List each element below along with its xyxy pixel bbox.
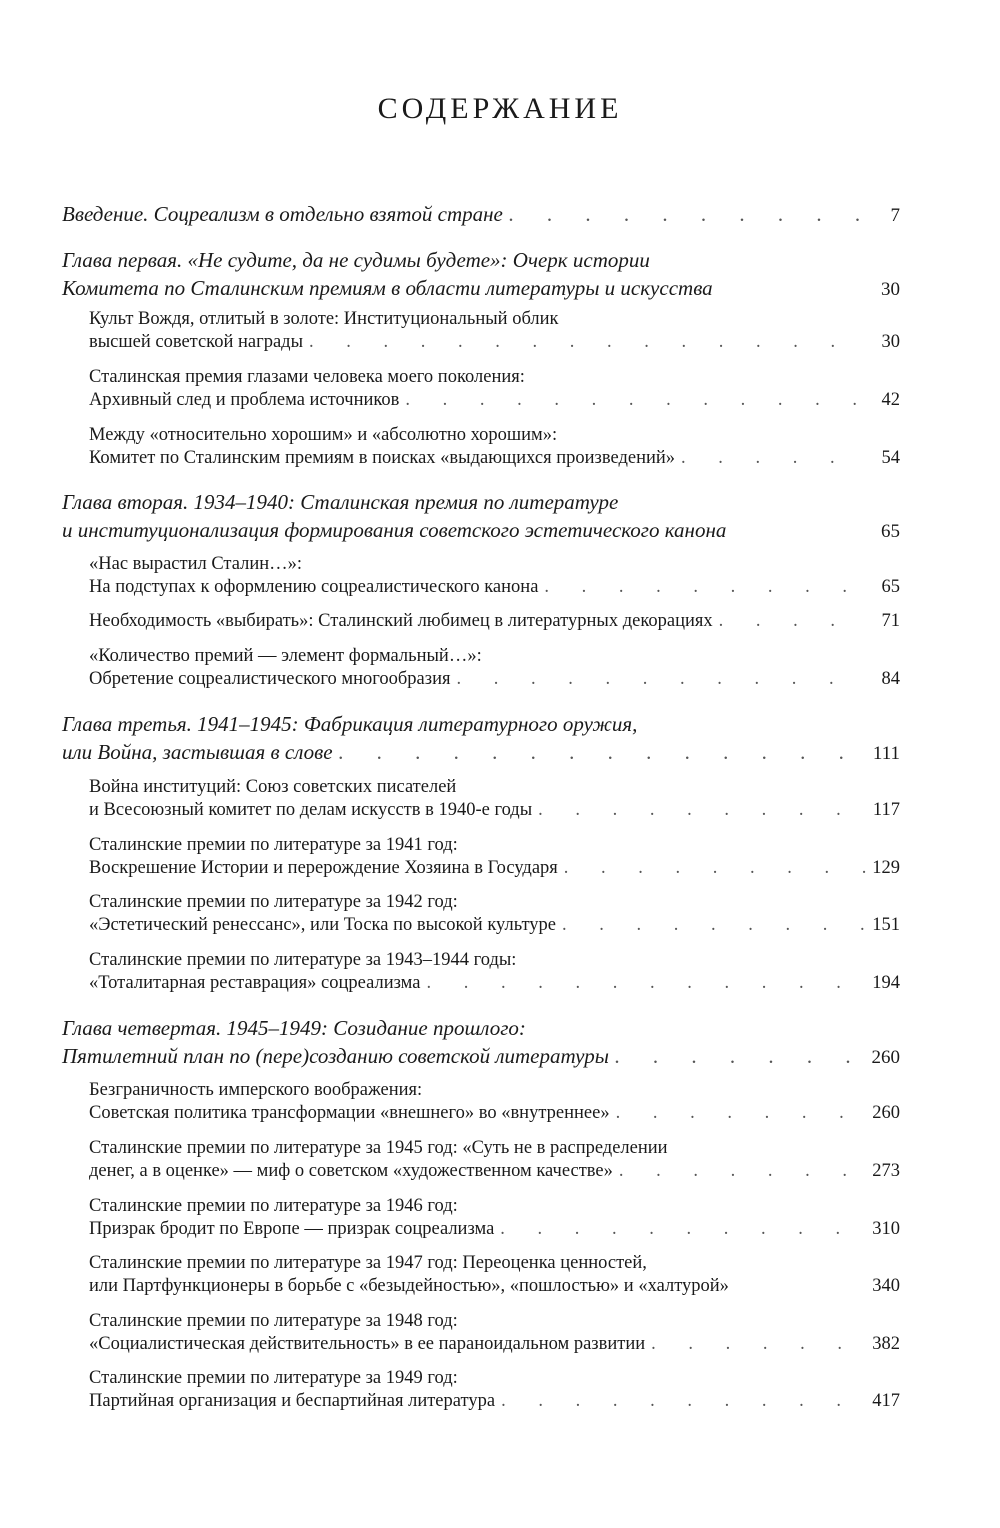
toc-entry-title: Необходимость «выбирать»: Сталинский любимец в литературных декорациях	[89, 611, 713, 631]
toc-entry-title: Введение. Соцреализм в отдельно взятой стране	[62, 202, 503, 226]
toc-chapter-entry	[62, 200, 900, 230]
toc-page-number: 42	[881, 390, 900, 410]
toc-page-number: 194	[872, 973, 900, 993]
toc-section-entry	[62, 610, 900, 633]
toc-page-number: 84	[881, 669, 900, 689]
toc-section-entry	[62, 1367, 900, 1413]
toc-entry-line	[89, 1310, 900, 1333]
toc-entry-line	[89, 424, 900, 447]
toc-entry-title: Сталинские премии по литературе за 1945 год: «Суть не в распределении	[89, 1138, 668, 1158]
toc-section-entry	[62, 891, 900, 937]
dot-leader	[681, 447, 866, 470]
toc-page-number: 7	[890, 205, 900, 226]
toc-entry-line	[62, 200, 900, 230]
toc-entry-title: Комитет по Сталинским премиям в поисках «выдающихся произведений»	[89, 448, 676, 468]
dot-leader	[405, 389, 866, 412]
toc-entry-title: или Война, застывшая в слове	[62, 740, 333, 764]
toc-entry-line	[89, 610, 900, 633]
toc-entry-line	[89, 799, 900, 822]
page-title: СОДЕРЖАНИЕ	[377, 92, 623, 125]
toc-page-number: 129	[872, 858, 900, 878]
toc-entry-title: «Эстетический ренессанс», или Тоска по высокой культуре	[89, 915, 556, 935]
toc-entry-title: и Всесоюзный комитет по делам искусств в 1940-е годы	[89, 800, 533, 820]
toc-section-entry	[62, 424, 900, 470]
dot-leader	[339, 738, 866, 766]
toc-entry-title: Комитета по Сталинским премиям в области литературы и искусства	[62, 276, 713, 300]
toc-chapter-entry	[62, 1014, 900, 1072]
toc-page-number: 30	[881, 279, 900, 300]
toc-entry-line	[89, 1333, 900, 1356]
toc-entry-line	[62, 488, 900, 516]
toc-entry-line	[62, 1014, 900, 1042]
toc-entry-line	[89, 1160, 900, 1183]
toc-section-entry	[62, 1079, 900, 1125]
toc-section-entry	[62, 949, 900, 995]
toc-entry-title: Пятилетний план по (пере)созданию советской литературы	[62, 1044, 609, 1068]
toc-entry-title: Сталинские премии по литературе за 1949 год:	[89, 1368, 458, 1388]
toc-entry-title: Партийная организация и беспартийная литература	[89, 1391, 496, 1411]
toc-entry-line	[89, 972, 900, 995]
toc-chapter-entry	[62, 246, 900, 304]
dot-leader	[500, 1218, 866, 1241]
toc-entry-line	[89, 949, 900, 972]
dot-leader	[509, 200, 866, 228]
toc-entry-line	[89, 1195, 900, 1218]
toc-entry-line	[89, 834, 900, 857]
dot-leader	[616, 1102, 866, 1125]
toc-entry-line	[89, 1390, 900, 1413]
toc-entry-line	[62, 738, 900, 768]
toc-section-entry	[62, 1252, 900, 1298]
dot-leader	[426, 972, 866, 995]
toc-section-entry	[62, 776, 900, 822]
toc-section-entry	[62, 553, 900, 599]
toc-page-number: 65	[881, 577, 900, 597]
toc-entry-title: или Партфункционеры в борьбе с «безыдейностью», «пошлостью» и «халтурой»	[89, 1276, 729, 1296]
toc-entry-line	[89, 645, 900, 668]
toc-entry-title: Безграничность имперского воображения:	[89, 1080, 423, 1100]
toc-entry-line	[89, 576, 900, 599]
toc-page-number: 54	[881, 448, 900, 468]
dot-leader	[619, 1160, 866, 1183]
toc-page-number: 65	[881, 521, 900, 542]
toc-page-number: 382	[872, 1334, 900, 1354]
toc-entry-line	[89, 1252, 900, 1275]
dot-leader	[562, 914, 866, 937]
toc-entry-line	[89, 389, 900, 412]
toc-entry-line	[89, 891, 900, 914]
toc-page-number: 30	[881, 332, 900, 352]
dot-leader	[538, 799, 866, 822]
toc-entry-title: Обретение соцреалистического многообразия	[89, 669, 451, 689]
toc-entry-line	[89, 1218, 900, 1241]
toc-entry-title: Сталинские премии по литературе за 1946 год:	[89, 1196, 458, 1216]
toc-entry-title: Глава третья. 1941–1945: Фабрикация литературного оружия,	[62, 712, 638, 736]
toc-section-entry	[62, 834, 900, 880]
toc-page-number: 340	[872, 1276, 900, 1296]
toc-entry-line	[89, 914, 900, 937]
toc-entry-line	[89, 1367, 900, 1390]
toc-entry-title: Глава четвертая. 1945–1949: Созидание прошлого:	[62, 1016, 526, 1040]
toc-entry-line	[89, 1079, 900, 1102]
toc-section-entry	[62, 1137, 900, 1183]
toc-entry-line	[89, 553, 900, 576]
toc-entry-title: Глава вторая. 1934–1940: Сталинская премия по литературе	[62, 490, 619, 514]
toc-entry-title: «Тоталитарная реставрация» соцреализма	[89, 973, 421, 993]
toc-entry-line	[89, 1275, 900, 1298]
toc-page-number: 117	[872, 800, 900, 820]
toc-entry-line	[89, 447, 900, 470]
toc-entry-line	[62, 710, 900, 738]
toc-chapter-entry	[62, 488, 900, 546]
toc-entry-title: Сталинская премия глазами человека моего поколения:	[89, 367, 525, 387]
toc-section-entry	[62, 645, 900, 691]
toc-section-entry	[62, 308, 900, 354]
toc-page-number: 310	[872, 1219, 900, 1239]
toc-entry-line	[62, 246, 900, 274]
dot-leader	[651, 1333, 866, 1356]
toc-entry-line	[62, 516, 900, 546]
toc-entry-title: Сталинские премии по литературе за 1943–1944 годы:	[89, 950, 517, 970]
toc-entry-title: «Социалистическая действительность» в ее параноидальном развитии	[89, 1334, 646, 1354]
toc-page-number: 260	[871, 1047, 900, 1068]
toc-entry-title: Сталинские премии по литературе за 1941 год:	[89, 835, 458, 855]
dot-leader	[544, 576, 866, 599]
toc-entry-title: Сталинские премии по литературе за 1948 год:	[89, 1311, 458, 1331]
toc-entry-title: Архивный след и проблема источников	[89, 390, 400, 410]
toc-entry-line	[89, 366, 900, 389]
toc-entry-line	[62, 1042, 900, 1072]
dot-leader	[615, 1042, 866, 1070]
toc-chapter-entry	[62, 710, 900, 768]
dot-leader	[564, 857, 866, 880]
toc-entry-line	[89, 308, 900, 331]
toc-section-entry	[62, 1195, 900, 1241]
toc-entry-line	[89, 776, 900, 799]
toc-entry-title: Советская политика трансформации «внешнего» во «внутреннее»	[89, 1103, 610, 1123]
dot-leader	[719, 610, 866, 633]
toc-entry-title: высшей советской награды	[89, 332, 304, 352]
toc-entry-title: Культ Вождя, отлитый в золоте: Институциональный облик	[89, 309, 559, 329]
toc-entry-line	[89, 857, 900, 880]
dot-leader	[501, 1390, 866, 1413]
toc-entry-line	[89, 331, 900, 354]
toc-entry-title: «Нас вырастил Сталин…»:	[89, 554, 303, 574]
toc-entry-title: Сталинские премии по литературе за 1942 год:	[89, 892, 458, 912]
toc-entry-title: Воскрешение Истории и перерождение Хозяина в Государя	[89, 858, 558, 878]
toc-entry-title: На подступах к оформлению соцреалистического канона	[89, 577, 539, 597]
toc-entry-title: и институционализация формирования советского эстетического канона	[62, 518, 727, 542]
toc-page-number: 417	[872, 1391, 900, 1411]
toc-entry-title: Призрак бродит по Европе — призрак соцреализма	[89, 1219, 495, 1239]
toc-entry-line	[89, 1137, 900, 1160]
toc-section-entry	[62, 1310, 900, 1356]
toc-entry-line	[89, 668, 900, 691]
toc-section-entry	[62, 366, 900, 412]
toc-page-number: 111	[872, 743, 900, 764]
toc-page-number: 151	[872, 915, 900, 935]
toc-entry-title: «Количество премий — элемент формальный…»:	[89, 646, 482, 666]
dot-leader	[456, 668, 866, 691]
toc-entry-line	[89, 1102, 900, 1125]
toc-page-number: 273	[872, 1161, 900, 1181]
toc-entry-title: Война институций: Союз советских писателей	[89, 777, 457, 797]
toc-entry-title: Сталинские премии по литературе за 1947 год: Переоценка ценностей,	[89, 1253, 647, 1273]
toc-page-number: 71	[881, 611, 900, 631]
toc-entry-title: Между «относительно хорошим» и «абсолютно хорошим»:	[89, 425, 558, 445]
dot-leader	[309, 331, 866, 354]
toc-entry-title: денег, а в оценке» — миф о советском «художественном качестве»	[89, 1161, 613, 1181]
toc-entry-title: Глава первая. «Не судите, да не судимы будете»: Очерк истории	[62, 248, 650, 272]
toc-entry-line	[62, 274, 900, 304]
toc-page-number: 260	[872, 1103, 900, 1123]
